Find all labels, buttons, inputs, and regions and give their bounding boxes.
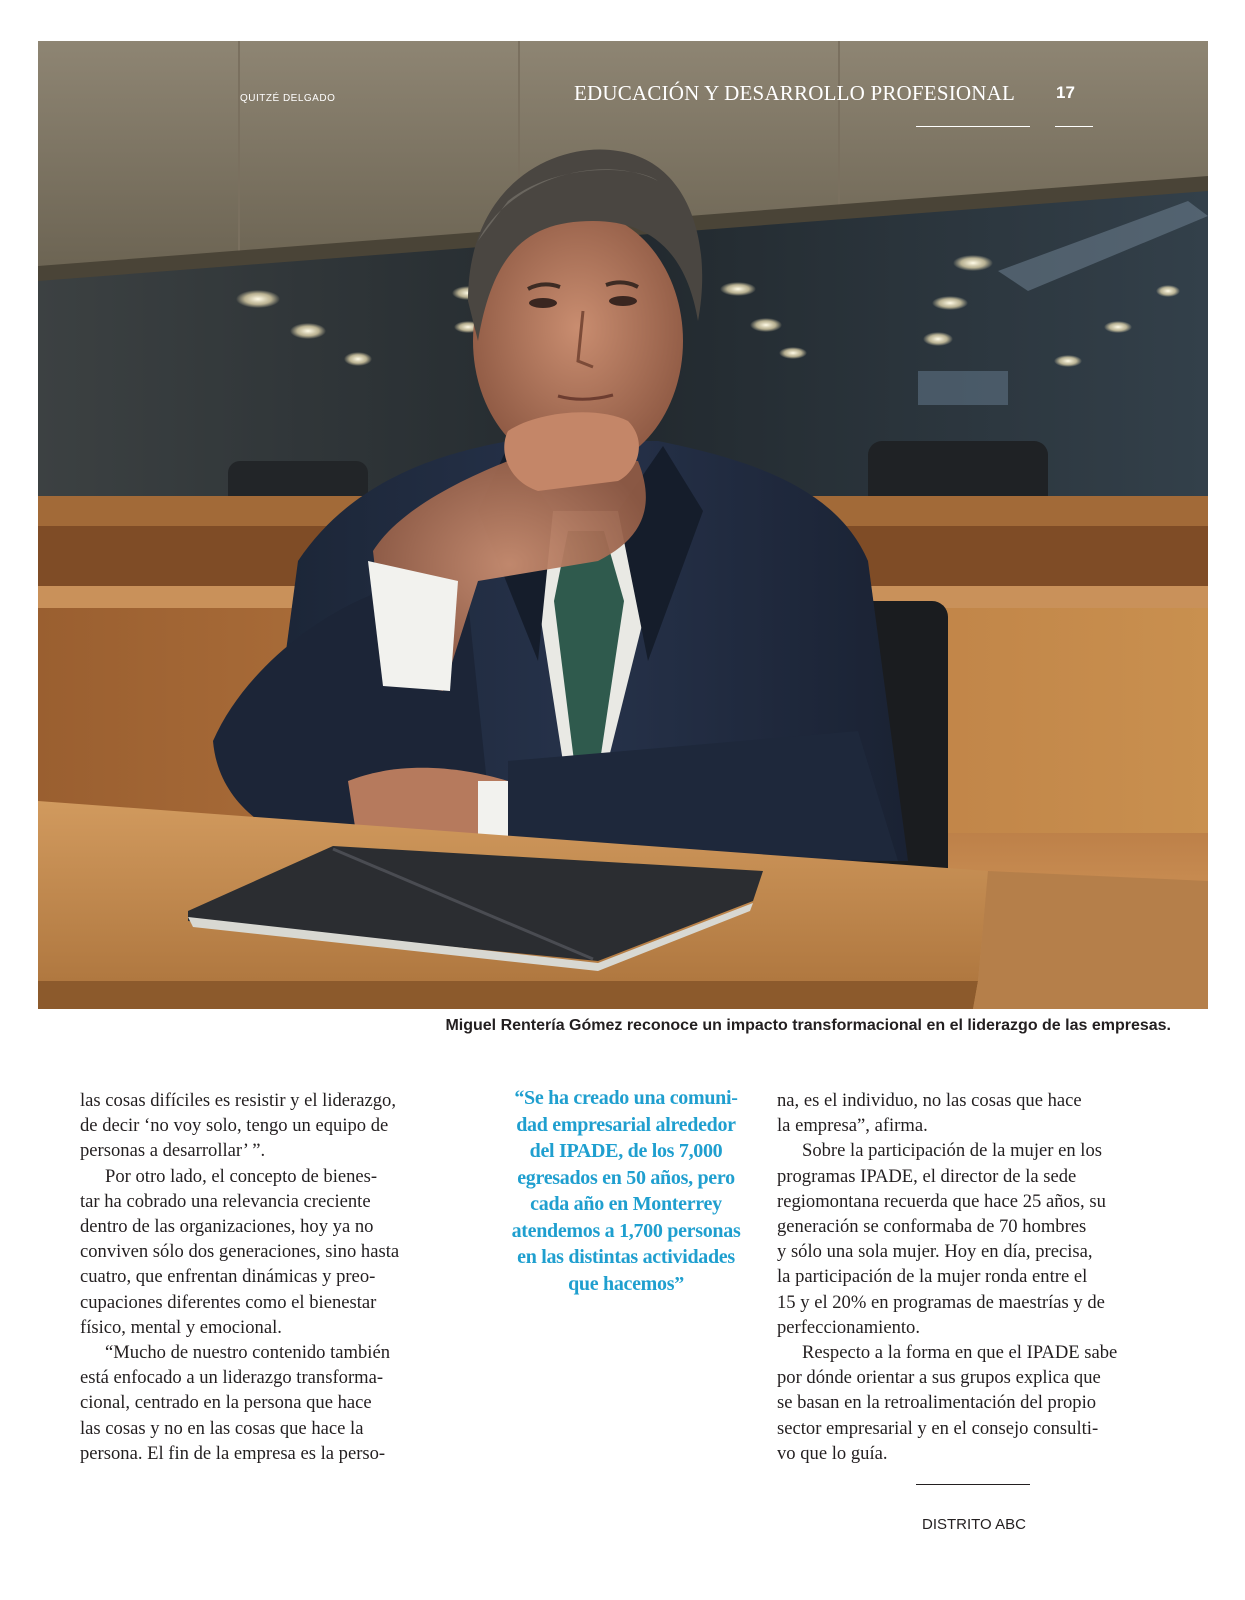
body-line: cupaciones diferentes como el bienestar — [80, 1291, 377, 1313]
right-column — [777, 1088, 1177, 1466]
pull-quote-line: en las distintas actividades — [517, 1246, 735, 1268]
photo-caption: Miguel Rentería Gómez reconoce un impacto transformacional en el liderazgo de las empresas. — [445, 1017, 1171, 1034]
body-line: persona. El fin de la empresa es la perso- — [80, 1442, 386, 1464]
body-line: sector empresarial y en el consejo consulti- — [777, 1417, 1099, 1439]
body-line: tar ha cobrado una relevancia creciente — [80, 1190, 371, 1212]
pull-quote-line: dad empresarial alrededor — [516, 1113, 736, 1136]
body-line: dentro de las organizaciones, hoy ya no — [80, 1216, 374, 1238]
body-line: se basan en la retroalimentación del propio — [777, 1392, 1097, 1414]
body-line: Respecto a la forma en que el IPADE sabe — [802, 1342, 1118, 1364]
body-line: cuatro, que enfrentan dinámicas y preo- — [80, 1266, 376, 1288]
pull-quote-line: que hacemos” — [568, 1272, 684, 1295]
body-line: vo que lo guía. — [777, 1442, 888, 1464]
pull-quote-line: “Se ha creado una comuni- — [514, 1087, 738, 1109]
photo-credit: QUITZÉ DELGADO — [240, 93, 336, 104]
body-line: está enfocado a un liderazgo transforma- — [80, 1367, 384, 1389]
portrait-photo — [38, 41, 1208, 1009]
header-divider — [916, 126, 1030, 127]
publication-name: DISTRITO ABC — [922, 1516, 1026, 1533]
body-line: conviven sólo dos generaciones, sino hasta — [80, 1241, 400, 1263]
body-line: la participación de la mujer ronda entre el — [777, 1266, 1088, 1288]
body-line: la empresa”, afirma. — [777, 1115, 928, 1137]
pull-quote-line: del IPADE, de los 7,000 — [529, 1140, 723, 1162]
footer-divider — [916, 1484, 1030, 1485]
body-line: las cosas y no en las cosas que hace la — [80, 1417, 364, 1439]
pull-quote-line: cada año en Monterrey — [530, 1193, 722, 1215]
body-line: Sobre la participación de la mujer en los — [802, 1140, 1102, 1162]
portrait-photo-illustration — [38, 41, 1208, 1009]
body-line: regiomontana recuerda que hace 25 años, su — [777, 1190, 1106, 1212]
page-number: 17 — [1056, 83, 1075, 102]
body-line: por dónde orientar a sus grupos explica que — [777, 1367, 1101, 1389]
section-title: EDUCACIÓN Y DESARROLLO PROFESIONAL — [574, 81, 1016, 105]
body-line: na, es el individuo, no las cosas que hace — [777, 1090, 1082, 1111]
pull-quote-line: egresados en 50 años, pero — [517, 1166, 735, 1189]
body-line: las cosas difíciles es resistir y el liderazgo, — [80, 1090, 396, 1111]
body-line: físico, mental y emocional. — [80, 1316, 282, 1338]
body-line: programas IPADE, el director de la sede — [777, 1165, 1077, 1187]
body-line: y sólo una sola mujer. Hoy en día, precisa, — [777, 1241, 1093, 1263]
left-column — [80, 1088, 480, 1466]
pull-quote — [490, 1085, 762, 1297]
page-number-divider — [1055, 126, 1093, 127]
body-line: “Mucho de nuestro contenido también — [105, 1342, 391, 1364]
body-line: perfeccionamiento. — [777, 1316, 920, 1338]
body-line: personas a desarrollar’ ”. — [80, 1140, 266, 1162]
body-line: de decir ‘no voy solo, tengo un equipo de — [80, 1115, 389, 1137]
pull-quote-line: atendemos a 1,700 personas — [511, 1219, 741, 1242]
body-line: Por otro lado, el concepto de bienes- — [105, 1165, 378, 1187]
body-line: generación se conformaba de 70 hombres — [777, 1216, 1087, 1238]
body-line: 15 y el 20% en programas de maestrías y de — [777, 1291, 1105, 1313]
body-line: cional, centrado en la persona que hace — [80, 1392, 372, 1414]
